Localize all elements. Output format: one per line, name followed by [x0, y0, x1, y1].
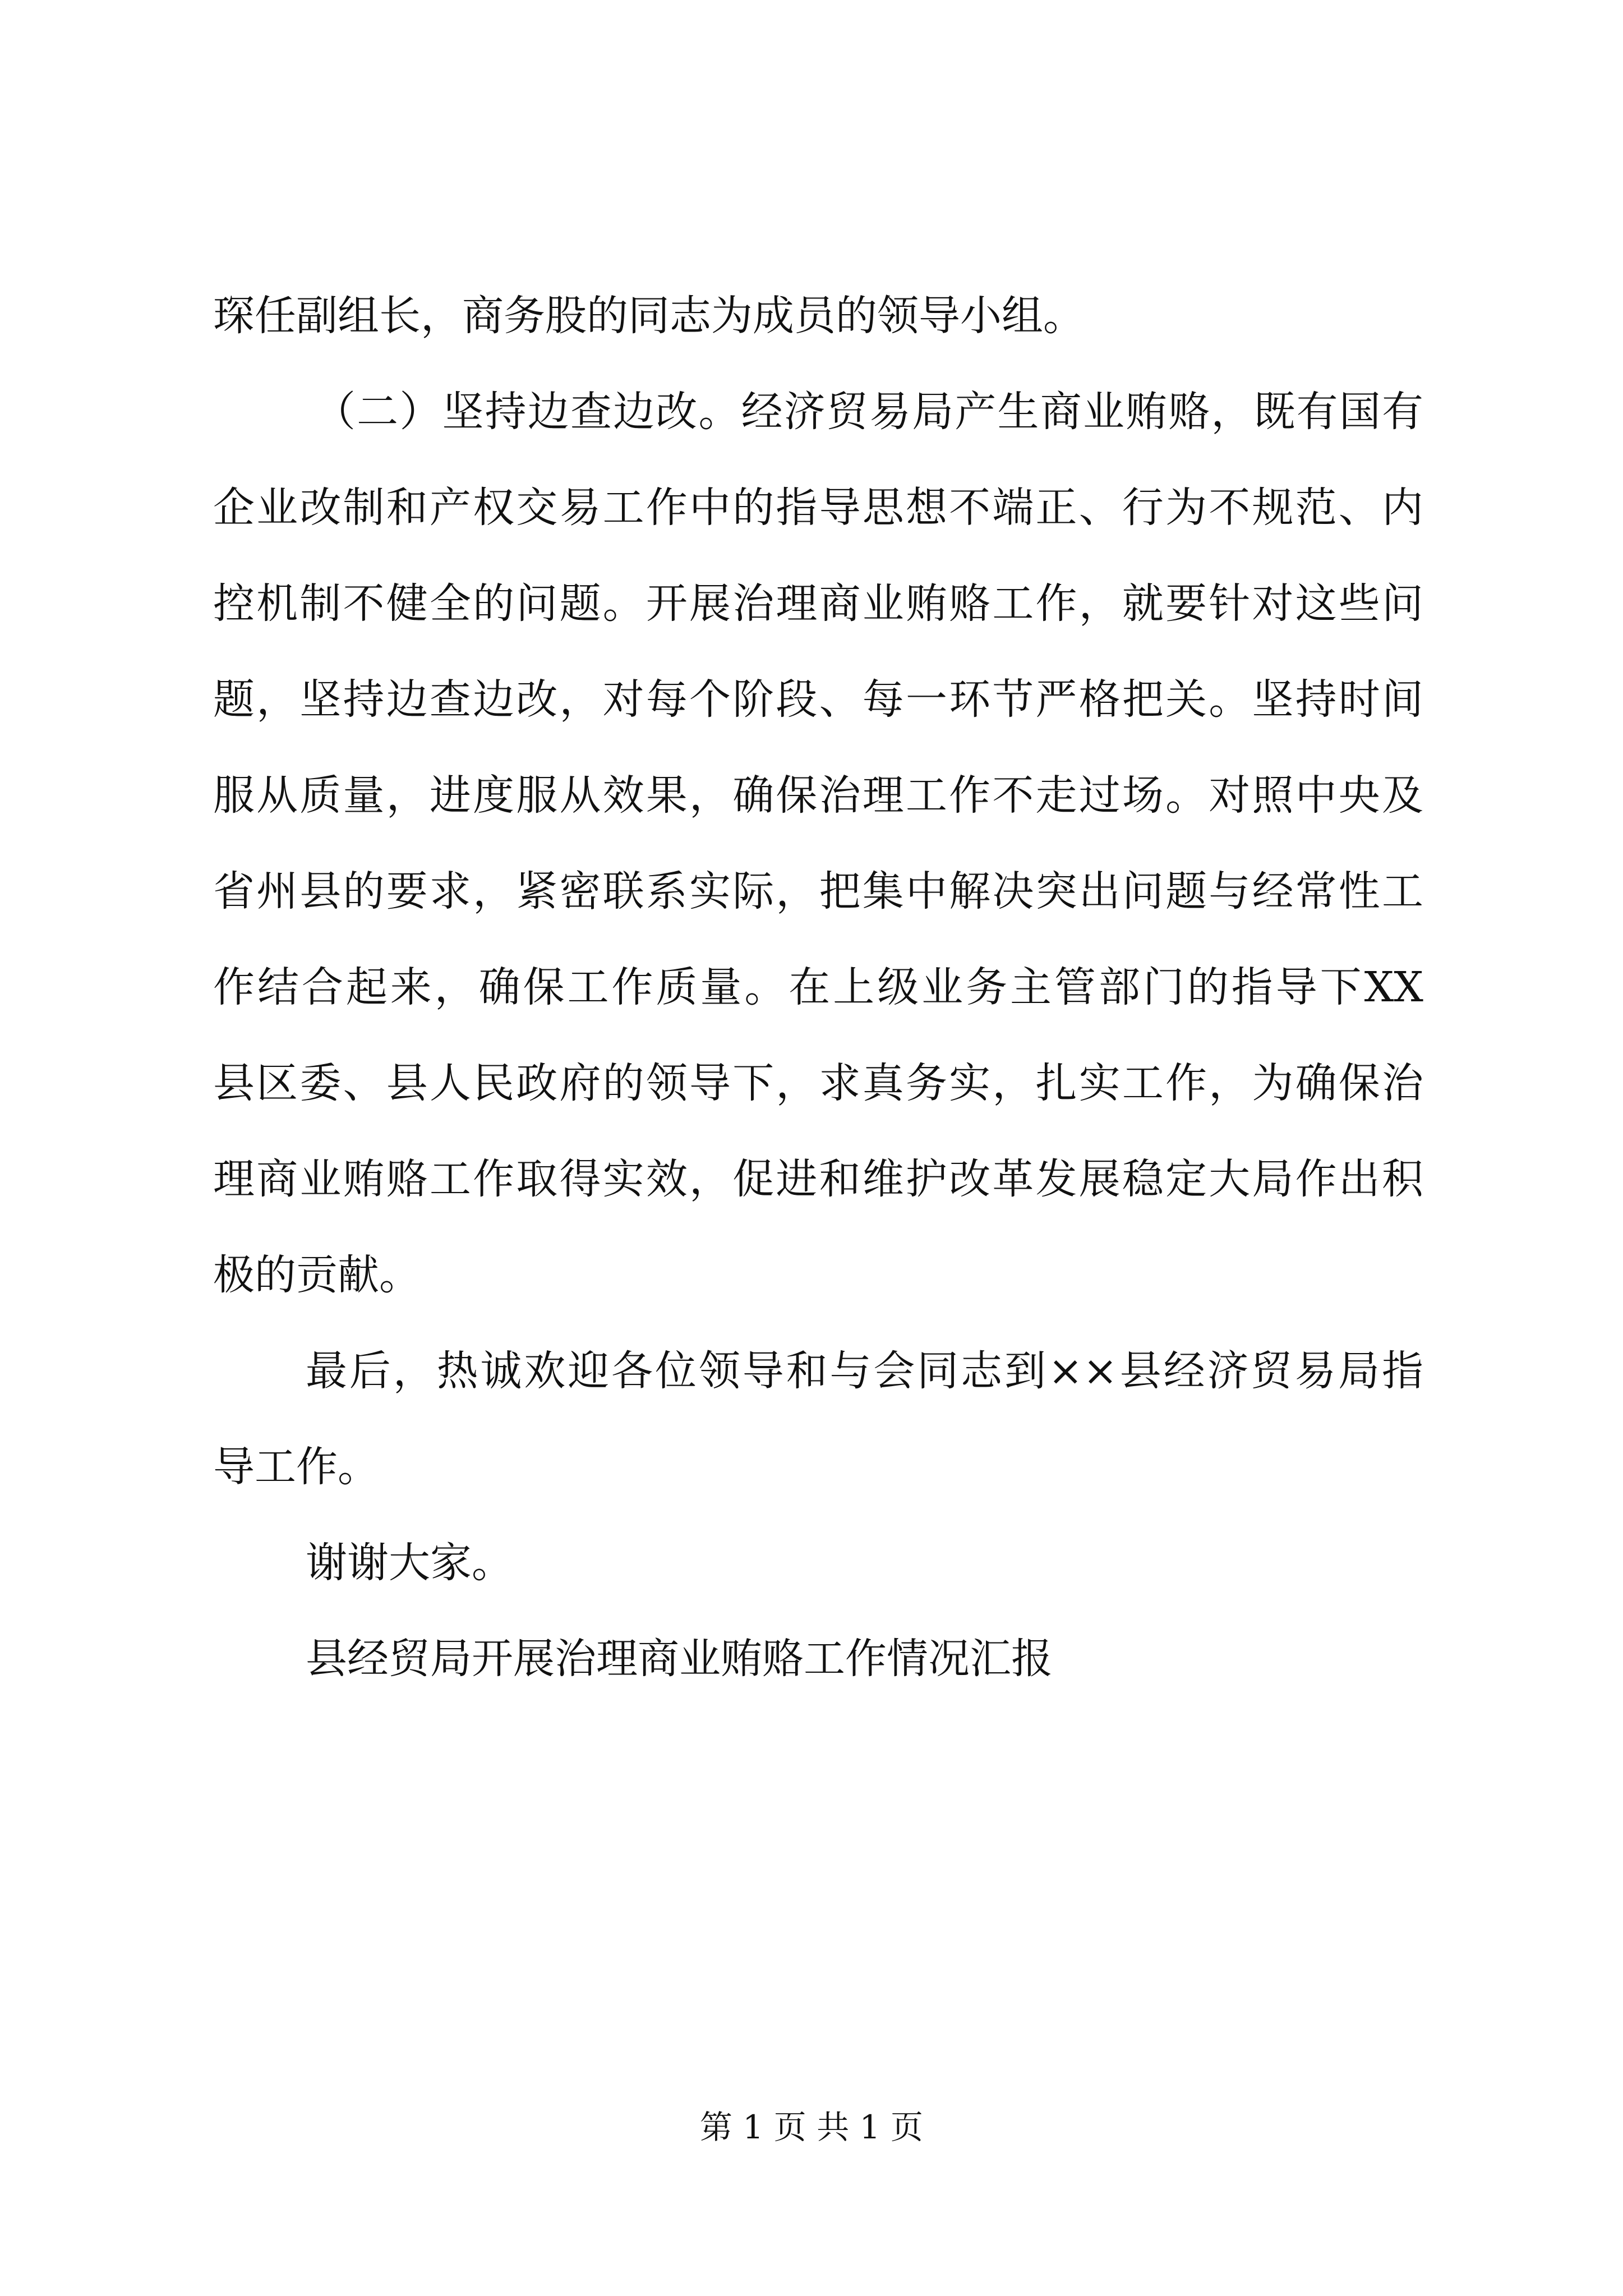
text-line: 控机制不健全的问题。开展治理商业贿赂工作，就要针对这些问 — [213, 579, 1423, 628]
text-line: 琛任副组长，商务股的同志为成员的领导小组。 — [213, 292, 1085, 340]
text-line: 县区委、县人民政府的领导下，求真务实，扎实工作，为确保治 — [213, 1059, 1423, 1107]
text-line: 极的贡献。 — [213, 1251, 421, 1299]
text-line: 理商业贿赂工作取得实效，促进和维护改革发展稳定大局作出积 — [213, 1155, 1423, 1203]
text-line: （二）坚持边查边改。经济贸易局产生商业贿赂，既有国有 — [314, 388, 1423, 436]
document-body — [213, 268, 1423, 1707]
text-line: 服从质量，进度服从效果，确保治理工作不走过场。对照中央及 — [213, 771, 1423, 820]
document-title-line: 县经贸局开展治理商业贿赂工作情况汇报 — [306, 1635, 1053, 1683]
page-number-footer: 第 1 页 共 1 页 — [700, 2108, 923, 2146]
text-line: 省州县的要求，紧密联系实际，把集中解决突出问题与经常性工 — [213, 867, 1423, 915]
text-line: 作结合起来，确保工作质量。在上级业务主管部门的指导下XX — [213, 963, 1423, 1011]
text-line: 最后，热诚欢迎各位领导和与会同志到××县经济贸易局指 — [306, 1347, 1423, 1395]
text-line: 题，坚持边查边改，对每个阶段、每一环节严格把关。坚持时间 — [213, 675, 1423, 724]
text-line: 导工作。 — [213, 1443, 379, 1491]
text-line: 企业改制和产权交易工作中的指导思想不端正、行为不规范、内 — [213, 484, 1423, 532]
text-line: 谢谢大家。 — [306, 1539, 513, 1587]
